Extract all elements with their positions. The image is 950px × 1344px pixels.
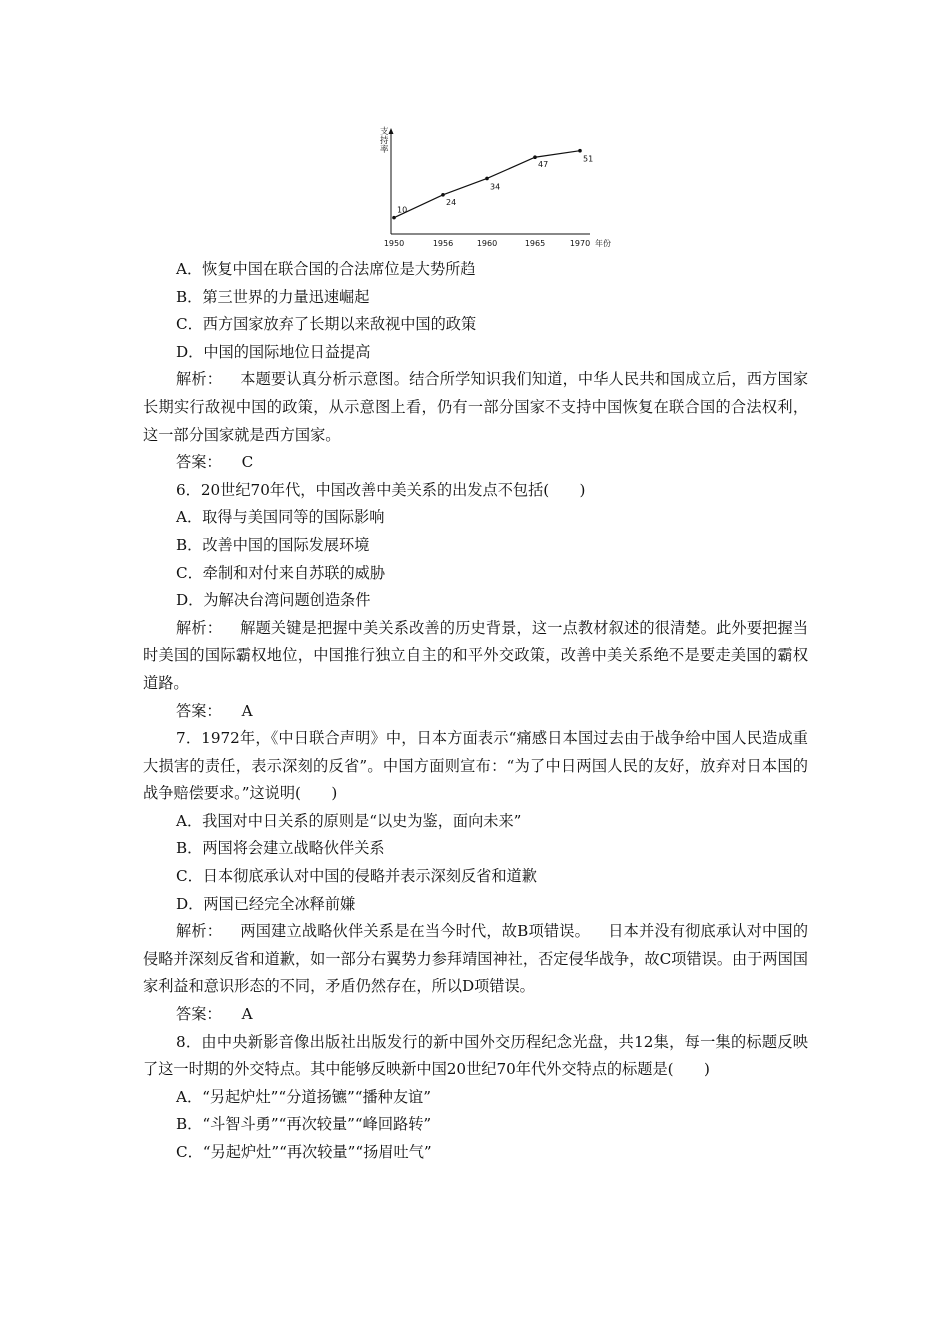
data-label: 51 <box>583 154 594 164</box>
analysis-label: 解析： <box>176 618 223 637</box>
answer-value: C <box>241 453 254 472</box>
support-rate-series-line <box>394 151 580 218</box>
q5-answer <box>143 449 808 477</box>
data-label: 34 <box>490 182 501 192</box>
data-label: 47 <box>538 160 549 170</box>
q8-stem: 8．由中央新影音像出版社出版发行的新中国外交历程纪念光盘，共12集，每一集的标题反映了这一时期的外交特点。其中能够反映新中国20世纪70年代外交特点的标题是( ) <box>143 1032 808 1079</box>
data-label: 24 <box>446 197 457 207</box>
x-axis-label: 年份 <box>595 239 611 248</box>
q6-answer <box>143 698 808 726</box>
q6-option-b: B．改善中国的国际发展环境 <box>176 535 370 554</box>
x-tick-label: 1956 <box>432 239 454 248</box>
x-tick-label: 1970 <box>569 239 591 248</box>
q8-option-a: A．“另起炉灶”“分道扬镳”“播种友谊” <box>176 1087 431 1106</box>
q5-option-a: A．恢复中国在联合国的合法席位是大势所趋 <box>176 260 476 278</box>
q7-option-d: D．两国已经完全冰释前嫌 <box>176 894 356 913</box>
q5-analysis <box>143 366 808 449</box>
q7-stem: 7．1972年，《中日联合声明》中，日本方面表示“痛感日本国过去由于战争给中国人民造成重大损害的责任，表示深刻的反省”。中国方面则宣布：“为了中日两国人民的友好，放弃对日本国的战争赔偿要求。”这说明( ) <box>143 729 808 803</box>
x-tick-label: 1950 <box>383 239 405 248</box>
q7-option-c: C．日本彻底承认对中国的侵略并表示深刻反省和道歉 <box>176 867 537 886</box>
x-tick-label: 1960 <box>476 239 498 248</box>
analysis-text-part2: 日本并没有彻底承认对中国的侵略并深刻反省和道歉，如一部分右翼势力参拜靖国神社，否定侵华战争，故C项错误。由于两国国家利益和意识形态的不同，矛盾仍然存在，所以D项错误。 <box>143 922 809 996</box>
support-rate-line-chart <box>380 126 620 248</box>
q7-answer <box>143 1001 808 1029</box>
q6-option-c: C．牵制和对付来自苏联的威胁 <box>176 563 386 582</box>
data-point <box>533 155 537 159</box>
data-point <box>392 216 396 220</box>
answer-value: A <box>241 701 253 720</box>
q5-option-d: D．中国的国际地位日益提高 <box>176 342 371 361</box>
answer-label: 答案： <box>176 1005 222 1024</box>
data-point <box>578 149 582 153</box>
data-label: 10 <box>397 205 408 215</box>
analysis-text: 解题关键是把握中美关系改善的历史背景，这一点教材叙述的很清楚。此外要把握当时美国的国际霸权地位，中国推行独立自主的和平外交政策，改善中美关系绝不是要走美国的霸权道路。 <box>143 618 809 692</box>
answer-label: 答案： <box>176 453 222 472</box>
analysis-text: 本题要认真分析示意图。结合所学知识我们知道，中华人民共和国成立后，西方国家长期实行敌视中国的政策，从示意图上看，仍有一部分国家不支持中国恢复在联合国的合法权利，这一部分国家就是西方国家。 <box>143 370 809 444</box>
data-point <box>485 177 489 181</box>
analysis-text-part1: 两国建立战略伙伴关系是在当今时代，故B项错误。 <box>240 922 591 941</box>
x-tick-label: 1965 <box>524 239 546 248</box>
answer-value: A <box>241 1005 253 1024</box>
analysis-label: 解析： <box>176 370 223 389</box>
answer-label: 答案： <box>176 701 222 720</box>
q6-option-a: A．取得与美国同等的国际影响 <box>176 508 385 527</box>
y-axis-label: 支持率 <box>380 127 389 155</box>
q6-option-d: D．为解决台湾问题创造条件 <box>176 591 371 610</box>
q5-option-c: C．西方国家放弃了长期以来敌视中国的政策 <box>176 315 477 334</box>
q6-stem: 6．20世纪70年代，中国改善中美关系的出发点不包括( ) <box>176 480 586 499</box>
data-point <box>441 193 445 197</box>
q8-option-b: B．“斗智斗勇”“再次较量”“峰回路转” <box>176 1115 432 1134</box>
question-content <box>143 256 808 1167</box>
q5-option-b: B．第三世界的力量迅速崛起 <box>176 287 370 306</box>
q6-analysis <box>143 615 808 698</box>
q7-option-a: A．我国对中日关系的原则是“以史为鉴，面向未来” <box>176 811 522 830</box>
q8-option-c: C．“另起炉灶”“再次较量”“扬眉吐气” <box>176 1143 432 1161</box>
q7-analysis <box>143 918 808 1001</box>
q7-option-b: B．两国将会建立战略伙伴关系 <box>176 839 385 858</box>
analysis-label: 解析： <box>176 922 223 941</box>
